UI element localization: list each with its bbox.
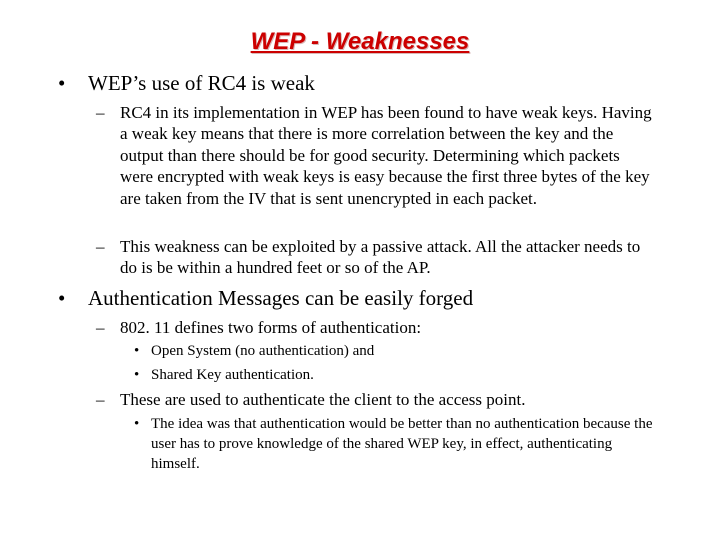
bullet-marker: • — [134, 416, 140, 432]
dash-marker: – — [96, 318, 105, 337]
sub-bullet-authenticate-client — [96, 389, 656, 410]
dash-marker: – — [96, 390, 105, 409]
bullet-auth-forged — [58, 285, 698, 311]
dash-marker: – — [96, 103, 105, 122]
sub-bullet-text: RC4 in its implementation in WEP has been found to have weak keys. Having a weak key means that there is more correlation between the key and the output than there should be for good security. Determining which packets were encrypted with weak keys is easy because the first three bytes of the key are taken from the IV that is sent unencrypted in each packet. — [120, 103, 652, 208]
sub-bullet-text: This weakness can be exploited by a passive attack. All the attacker needs to do is be within a hundred feet or so of the AP. — [120, 237, 641, 278]
bullet-marker: • — [134, 343, 140, 359]
item-authentication-idea — [134, 414, 664, 474]
sub-bullet-auth-forms — [96, 317, 656, 338]
bullet-marker: • — [58, 286, 66, 310]
slide-title: WEP - Weaknesses — [250, 28, 470, 55]
item-open-system — [134, 341, 664, 361]
item-shared-key — [134, 365, 664, 385]
bullet-text: Authentication Messages can be easily forged — [88, 286, 474, 310]
item-text: The idea was that authentication would be better than no authentication because the user has to prove knowledge of the shared WEP key, in effect, authenticating himself. — [151, 416, 653, 472]
item-text: Open System (no authentication) and — [151, 343, 375, 359]
sub-bullet-text: These are used to authenticate the client to the access point. — [120, 390, 526, 409]
bullet-marker: • — [134, 367, 140, 383]
sub-bullet-weak-keys — [96, 102, 656, 209]
bullet-text: WEP’s use of RC4 is weak — [88, 71, 315, 95]
sub-bullet-passive-attack — [96, 236, 656, 279]
dash-marker: – — [96, 237, 105, 256]
bullet-rc4-weak — [58, 70, 698, 96]
bullet-marker: • — [58, 71, 66, 95]
sub-bullet-text: 802. 11 defines two forms of authentication: — [120, 318, 422, 337]
item-text: Shared Key authentication. — [151, 367, 314, 383]
